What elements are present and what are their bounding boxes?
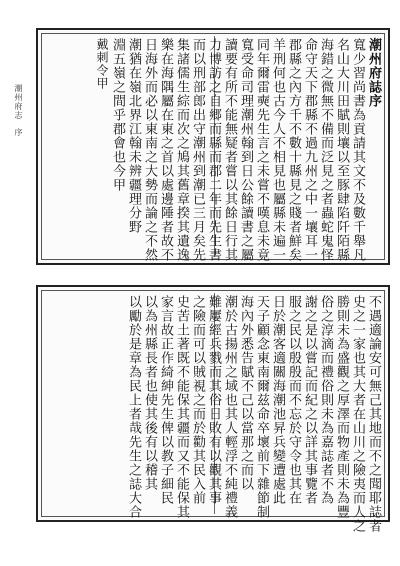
text-column: 同年爾雷奭先生言之未嘗不嘆息未竟: [254, 38, 269, 262]
text-column: 潮於古揚州之域也其人輕浮不純禮義: [222, 295, 237, 519]
text-column: 日於潮客適關海潮池昇兵變遭處此: [270, 295, 285, 505]
text-column: 羊刑何也古今人不相見也屬縣未遍一: [270, 38, 285, 262]
bottom-columns: [46, 295, 381, 533]
text-column: 謝之是以嘗記而紀之以詳其事覽者: [302, 295, 317, 505]
bottom-text-frame: [41, 290, 385, 533]
text-column: 史之一家也其大者在山川之險夷而人之: [350, 295, 365, 533]
top-columns: [46, 38, 381, 262]
text-column: 樂在海隅屬在東之首以處邊陲者故不: [158, 38, 173, 262]
bottom-text-block: [36, 285, 390, 533]
text-column: 海錯之微無不備而泛見之者蟲蛇鬼怪: [318, 38, 333, 262]
text-column: 而以刑部郎出守潮州到潮已三月矣先: [190, 38, 205, 262]
text-column: 潮猶在嶺北界江翰未辨疆理分野: [126, 38, 141, 234]
text-column: 讀要有所不能無疑者嘗以其餘日行其: [222, 38, 237, 262]
text-column: 史苦土著既不能保其疆而又不能保其: [174, 295, 189, 519]
text-column: 寬少習尚書為貢請其文不及數千舉凡: [350, 38, 365, 262]
signature-column: 戴刺令甲: [95, 38, 109, 90]
text-column: 集諸儒生綜而次之鳩其舊章揆其遺逸: [174, 38, 189, 262]
text-column: 不遇適論安可無己其地而不之聞耶誌者: [366, 295, 381, 533]
text-column: 勝則未為盛觀之厚澤而物產則未為豐: [334, 295, 349, 519]
text-column: 天子顧念東南爾兹命卒壞前下雜節制: [254, 295, 269, 519]
text-column: 命守天下郡縣不過九州之中一壤耳一: [302, 38, 317, 262]
section-header: 潮州府誌序: [366, 38, 381, 108]
text-column: 俗之淳滴而禮俗則未為嘉誌者不為: [318, 295, 333, 505]
text-column: 家言故正作綺紳先生俾以教子細民: [158, 295, 173, 505]
text-column: 難屢經兵戮而其俗日敗有以觀其事: [206, 295, 221, 505]
spine-section: 序: [14, 128, 23, 136]
top-text-frame: [41, 33, 385, 260]
text-column: 服之民以殷殷而不忘於守令也其在: [286, 295, 301, 505]
text-column: 名山大川田賦則壤以至豚肆陷阡陌縣: [334, 38, 349, 262]
text-column: 寬受命司理潮州翰到日公餘讀書之屬: [238, 38, 253, 262]
text-column: 淵五嶺之間乎郡會也今甲: [110, 38, 125, 192]
text-column: 之險而可以賊視之而於勸其民入前: [190, 295, 205, 505]
top-text-block: [36, 28, 390, 265]
text-column: 郡縣之內方千不數十縣見之賤者鮮矣: [286, 38, 301, 262]
spine-title: 潮州府志: [14, 84, 23, 120]
text-column: 以為州縣長者也使其後有以稽其: [142, 295, 157, 491]
text-column: 以勵於是章為民上者哉先生之誌大合: [126, 295, 141, 519]
text-column: 力博訪之自郷而縣而郡二年而先生書: [206, 38, 221, 262]
text-column: 海內外悉告賦不己以當那之而以: [238, 295, 253, 491]
text-column: 日海外而必以東南之大勢而論之不然: [142, 38, 157, 262]
